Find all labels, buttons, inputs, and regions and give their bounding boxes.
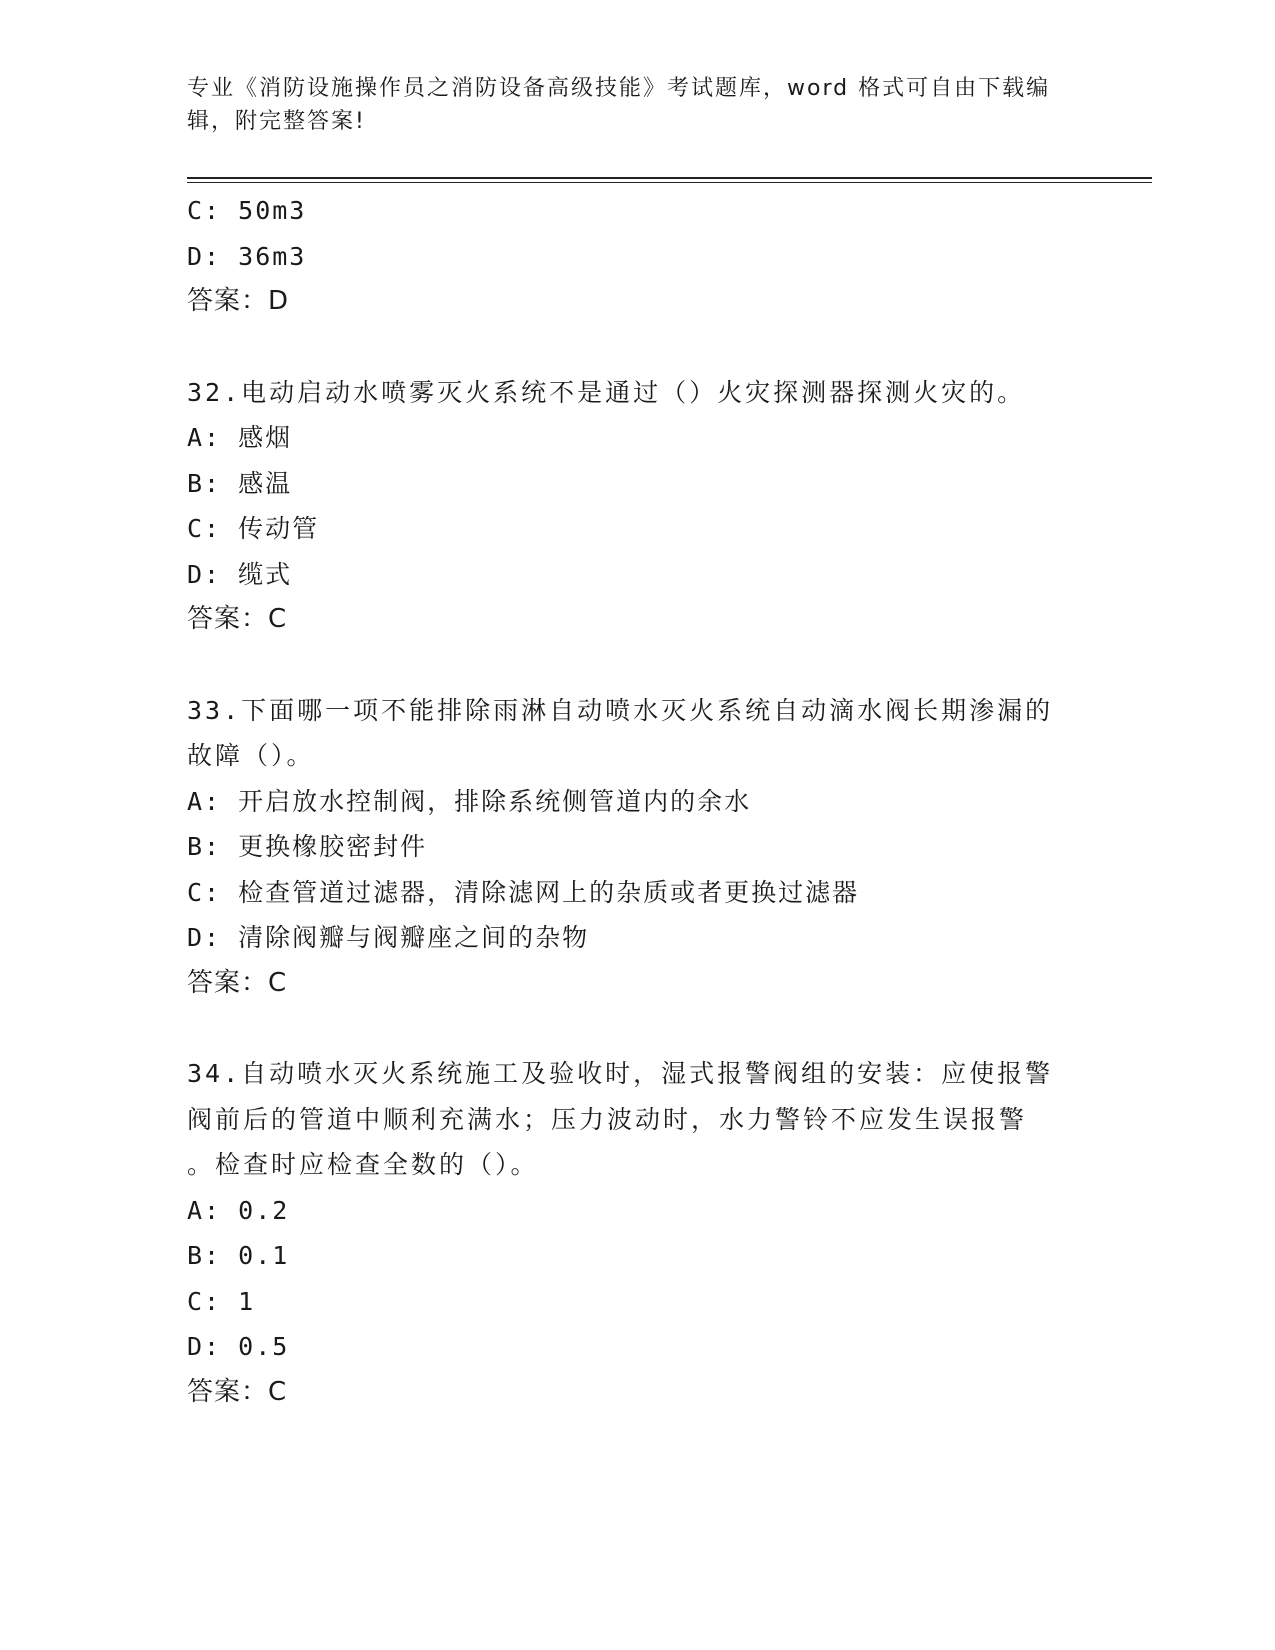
option-c: C: 检查管道过滤器，清除滤网上的杂质或者更换过滤器 [187, 877, 860, 907]
question-stem [187, 1051, 1067, 1188]
question-33 [187, 688, 1067, 1007]
option-a: A: 开启放水控制阀，排除系统侧管道内的余水 [187, 786, 752, 816]
header-rule-thin [187, 182, 1152, 183]
question-34 [187, 1051, 1067, 1415]
option-a: A: 0.2 [187, 1195, 290, 1225]
answer-line: 答案：C [187, 967, 288, 998]
header-line-2: 辑，附完整答案! [187, 109, 366, 134]
option-d: D: 36m3 [187, 241, 307, 271]
option-c: C: 传动管 [187, 514, 320, 543]
stem-line: 。检查时应检查全数的（）。 [187, 1150, 539, 1179]
stem-line: 34.自动喷水灭火系统施工及验收时，湿式报警阀组的安装：应使报警 [187, 1059, 1054, 1088]
question-content [187, 188, 1067, 1415]
carryover-question [187, 188, 1067, 325]
option-b: B: 更换橡胶密封件 [187, 832, 428, 861]
stem-line: 阀前后的管道中顺利充满水；压力波动时，水力警铃不应发生误报警 [187, 1104, 1028, 1134]
answer-line: 答案：C [187, 604, 288, 634]
answer-line: 答案：D [187, 286, 290, 316]
option-d: D: 清除阀瓣与阀瓣座之间的杂物 [187, 923, 590, 952]
question-stem [187, 370, 1067, 416]
option-d: D: 0.5 [187, 1332, 290, 1361]
question-32 [187, 370, 1067, 643]
option-a: A: 感烟 [187, 423, 293, 452]
option-b: B: 感温 [187, 468, 293, 498]
stem-line: 33.下面哪一项不能排除雨淋自动喷水灭火系统自动滴水阀长期渗漏的 [187, 695, 1054, 725]
stem-line: 故障（）。 [187, 741, 315, 770]
header-rule-thick [187, 177, 1152, 179]
option-b: B: 0.1 [187, 1241, 290, 1270]
stem-line: 32.电动启动水喷雾灭火系统不是通过（）火灾探测器探测火灾的。 [187, 377, 1026, 407]
option-d: D: 缆式 [187, 559, 293, 589]
page-header [187, 72, 1067, 138]
header-line-1: 专业《消防设施操作员之消防设备高级技能》考试题库，word 格式可自由下载编 [187, 76, 1051, 101]
option-c: C: 50m3 [187, 196, 307, 225]
question-stem [187, 688, 1067, 779]
answer-line: 答案：C [187, 1376, 288, 1407]
option-c: C: 1 [187, 1286, 256, 1316]
